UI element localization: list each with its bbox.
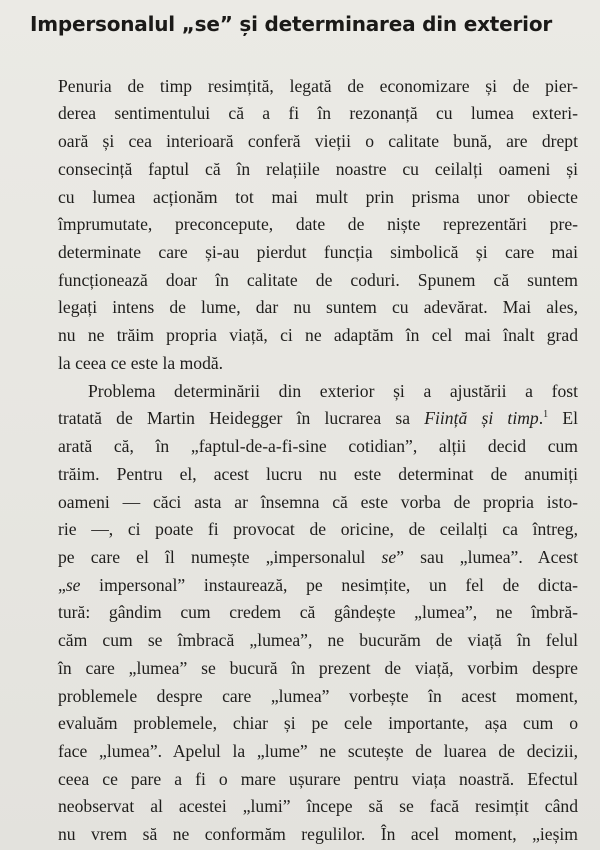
text-line bbox=[58, 544, 578, 572]
text-line: Penuria de timp resimțită, legată de economizare și de pier- bbox=[58, 76, 578, 96]
text-segment: pe care el îl numește „impersonalul bbox=[58, 547, 382, 567]
text-segment: ” sau „lumea”. Acest bbox=[396, 547, 578, 567]
text-line: Problema determinării din exterior și a ajustării a fost bbox=[88, 381, 578, 401]
text-line: neobservat al acestei „lumi” începe să se facă resimțit când bbox=[58, 796, 578, 816]
text-line: face „lumea”. Apelul la „lume” ne scutește de luarea de decizii, bbox=[58, 741, 578, 761]
text-line: cu lumea acționăm tot mai mult prin prisma unor obiecte bbox=[58, 187, 578, 207]
text-line: funcționează doar în calitate de coduri. Spunem că suntem bbox=[58, 270, 578, 290]
text-line: oară și cea interioară conferă vieții o calitate bună, are drept bbox=[58, 131, 578, 151]
text-line: la ceea ce este la modă. bbox=[58, 353, 224, 373]
text-line: nu vrem să ne conformăm regulilor. În acel moment, „ieșim bbox=[58, 824, 578, 844]
text-segment: impersonal” instaurează, pe nesimțite, un fel de dicta- bbox=[80, 575, 578, 595]
italic-term: se bbox=[381, 547, 397, 567]
italic-term: se bbox=[65, 575, 81, 595]
section-heading: Impersonalul „se” și determinarea din exterior bbox=[30, 12, 553, 36]
text-line: consecință faptul că în relațiile noastre cu ceilalți oameni și bbox=[58, 159, 578, 179]
text-line: împrumutate, preconcepute, date de niște reprezentări pre- bbox=[58, 214, 578, 234]
text-line: ceea ce pare a fi o mare ușurare pentru viața noastră. Efectul bbox=[58, 769, 578, 789]
text-line: legați intens de lume, dar nu suntem cu adevărat. Mai ales, bbox=[58, 297, 578, 317]
text-segment: El bbox=[548, 408, 578, 428]
footnote-marker[interactable]: 1 bbox=[543, 409, 549, 420]
text-line: evaluăm problemele, chiar și pe cele importante, așa cum o bbox=[58, 713, 578, 733]
text-line: în care „lumea” se bucură în prezent de viață, vorbim despre bbox=[58, 658, 578, 678]
text-line: tură: gândim cum credem că gândește „lumea”, ne îmbră- bbox=[58, 602, 578, 622]
text-line: rie —, ci poate fi provocat de oricine, de ceilalți ca întreg, bbox=[58, 519, 578, 539]
text-line: trăim. Pentru el, acest lucru nu este determinat de anumiți bbox=[58, 464, 578, 484]
text-line bbox=[58, 405, 578, 433]
text-line: nu ne trăim propria viață, ci ne adaptăm în cel mai înalt grad bbox=[58, 325, 578, 345]
text-segment: tratată de Martin Heidegger în lucrarea sa bbox=[58, 408, 425, 428]
text-line bbox=[58, 572, 578, 600]
text-line: derea sentimentului că a fi în rezonanță cu lumea exteri- bbox=[58, 103, 578, 123]
text-line: determinate care și-au pierdut funcția simbolică și care mai bbox=[58, 242, 578, 262]
text-line: căm cum se îmbracă „lumea”, ne bucurăm de viață în felul bbox=[58, 630, 578, 650]
text-segment: „ bbox=[58, 575, 66, 595]
text-segment: . bbox=[538, 408, 544, 428]
text-line: problemele despre care „lumea” vorbește în acest moment, bbox=[58, 686, 578, 706]
text-line: arată că, în „faptul-de-a-fi-sine cotidian”, alții decid cum bbox=[58, 436, 578, 456]
book-title: Ființă și timp bbox=[424, 408, 539, 428]
text-line: oameni — căci asta ar însemna că este vorba de propria isto- bbox=[58, 492, 578, 512]
